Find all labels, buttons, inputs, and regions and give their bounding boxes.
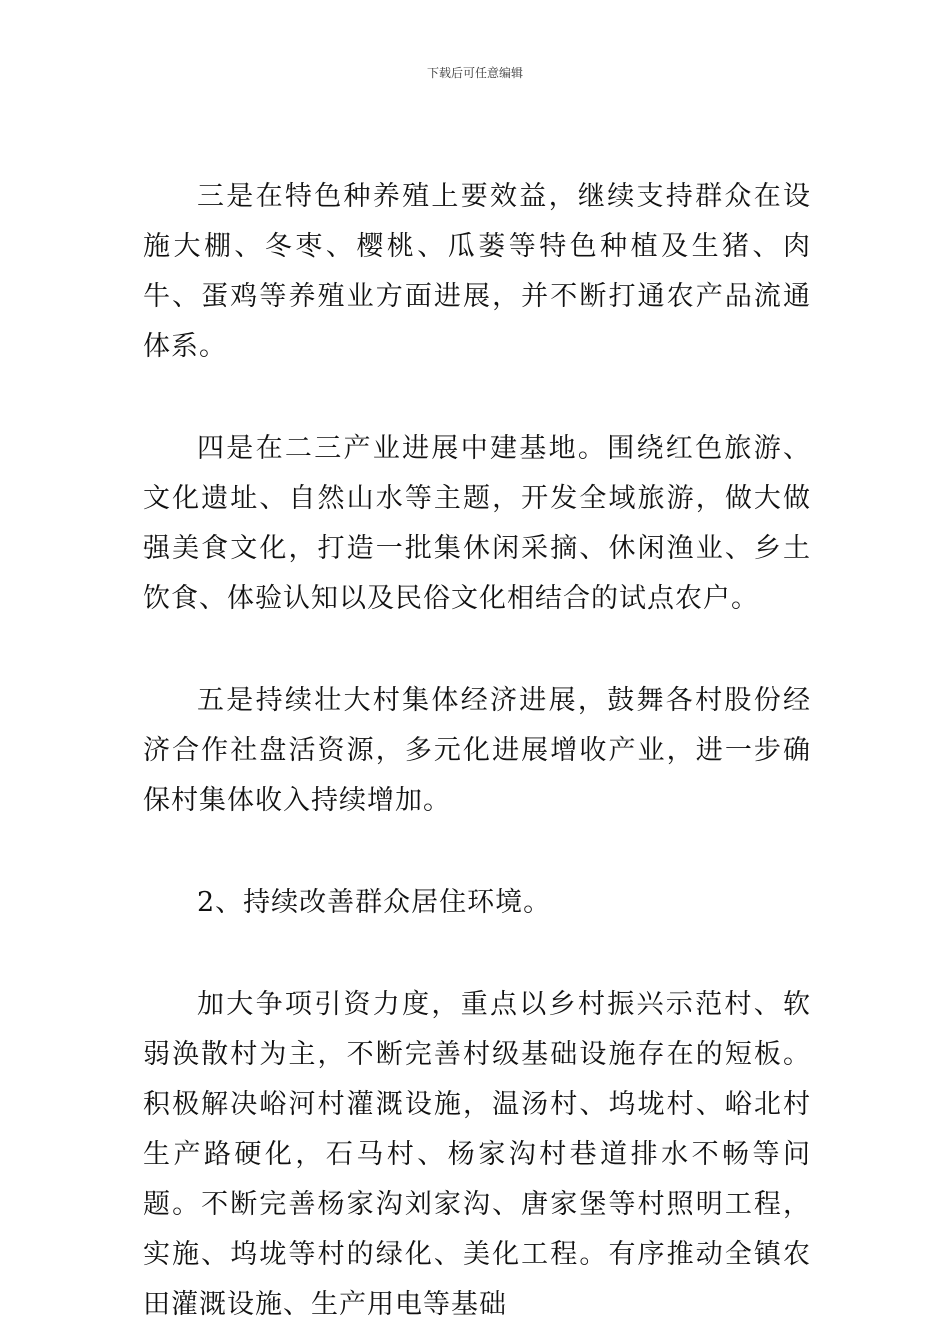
paragraph-industry-base: 四是在二三产业进展中建基地。围绕红色旅游、文化遗址、自然山水等主题，开发全域旅游，做大做强美食文化，打造一批集休闲采摘、休闲渔业、乡土饮食、体验认知以及民俗文化相结合的试点农户。 <box>143 433 811 614</box>
document-body <box>143 172 811 1330</box>
paragraph-collective-economy: 五是持续壮大村集体经济进展，鼓舞各村股份经济合作社盘活资源，多元化进展增收产业，进一步确保村集体收入持续增加。 <box>143 685 811 816</box>
paragraph-infrastructure: 加大争项引资力度，重点以乡村振兴示范村、软弱涣散村为主，不断完善村级基础设施存在的短板。积极解决峪河村灌溉设施，温汤村、坞垅村、峪北村生产路硬化，石马村、杨家沟村巷道排水不畅等问题。不断完善杨家沟刘家沟、唐家堡等村照明工程，实施、坞垅等村的绿化、美化工程。有序推动全镇农田灌溉设施、生产用电等基础 <box>143 989 811 1320</box>
paragraph-specialty-farming: 三是在特色种养殖上要效益，继续支持群众在设施大棚、冬枣、樱桃、瓜蒌等特色种植及生猪、肉牛、蛋鸡等养殖业方面进展，并不断打通农产品流通体系。 <box>143 181 811 362</box>
page-header-note: 下载后可任意编辑 <box>426 66 523 80</box>
section-heading-living-environment: 2、持续改善群众居住环境。 <box>197 887 552 918</box>
